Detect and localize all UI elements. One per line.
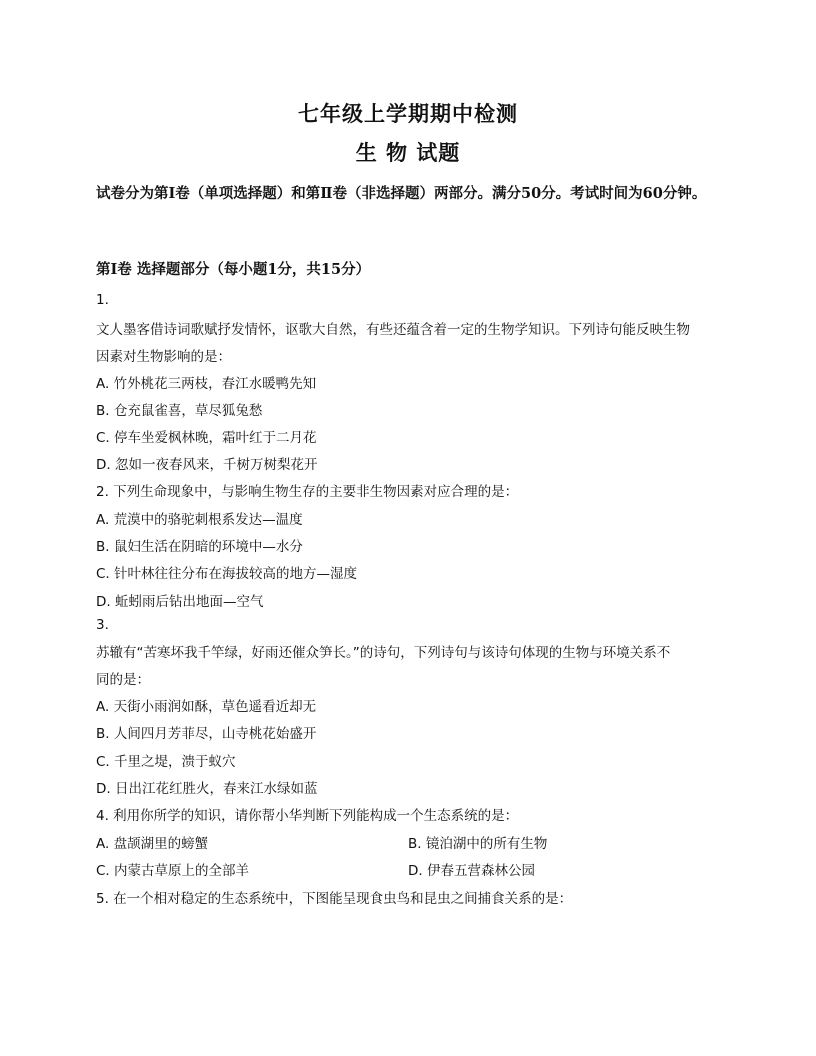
question-3-option-c: C. 千里之堤，溃于蚁穴 bbox=[96, 754, 236, 770]
question-3-option-d: D. 日出江花红胜火，春来江水绿如蓝 bbox=[96, 781, 318, 797]
question-4-option-a: A. 盘颉湖里的螃蟹 bbox=[96, 836, 209, 852]
question-1-option-d: D. 忽如一夜春风来，千树万树梨花开 bbox=[96, 457, 318, 473]
question-5-stem: 5. 在一个相对稳定的生态系统中，下图能呈现食虫鸟和昆虫之间捕食关系的是： bbox=[96, 891, 573, 907]
question-2-option-d: D. 蚯蚓雨后钻出地面—空气 bbox=[96, 594, 264, 610]
section-title: 第Ⅰ卷 选择题部分（每小题1分，共15分） bbox=[96, 261, 371, 278]
question-3-number: 3. bbox=[96, 617, 109, 633]
question-4-option-c: C. 内蒙古草原上的全部羊 bbox=[96, 863, 250, 879]
question-1-number: 1. bbox=[96, 292, 109, 308]
question-2-option-c: C. 针叶林往往分布在海拔较高的地方—湿度 bbox=[96, 566, 358, 582]
question-4-option-d: D. 伊春五营森林公园 bbox=[408, 863, 535, 879]
question-3-stem-line1: 苏辙有“苦寒坏我千竿绿，好雨还催众笋长。”的诗句，下列诗句与该诗句体现的生物与环境关系不 bbox=[96, 645, 671, 661]
question-3-option-a: A. 天街小雨润如酥，草色遥看近却无 bbox=[96, 699, 317, 715]
page-subtitle: 生 物 试题 bbox=[355, 140, 461, 165]
question-1-stem-line1: 文人墨客借诗词歌赋抒发情怀，讴歌大自然，有些还蕴含着一定的生物学知识。下列诗句能反映生物 bbox=[96, 322, 690, 338]
question-1-option-c: C. 停车坐爱枫林晚，霜叶红于二月花 bbox=[96, 430, 317, 446]
question-4-stem: 4. 利用你所学的知识，请你帮小华判断下列能构成一个生态系统的是： bbox=[96, 808, 519, 824]
question-1-stem-line2: 因素对生物影响的是： bbox=[96, 349, 231, 365]
question-1-option-b: B. 仓充鼠雀喜，草尽狐兔愁 bbox=[96, 403, 263, 419]
question-1-option-a: A. 竹外桃花三两枝，春江水暖鸭先知 bbox=[96, 376, 317, 392]
question-3-stem-line2: 同的是： bbox=[96, 672, 150, 688]
question-3-option-b: B. 人间四月芳菲尽，山寺桃花始盛开 bbox=[96, 726, 317, 742]
question-2-option-a: A. 荒漠中的骆驼刺根系发达—温度 bbox=[96, 512, 303, 528]
question-2-stem: 2. 下列生命现象中，与影响生物生存的主要非生物因素对应合理的是： bbox=[96, 484, 519, 500]
question-4-option-b: B. 镜泊湖中的所有生物 bbox=[408, 836, 548, 852]
question-2-option-b: B. 鼠妇生活在阴暗的环境中—水分 bbox=[96, 539, 303, 555]
page-title: 七年级上学期期中检测 bbox=[298, 101, 518, 126]
exam-instructions: 试卷分为第Ⅰ卷（单项选择题）和第Ⅱ卷（非选择题）两部分。满分50分。考试时间为60分钟。 bbox=[96, 185, 707, 202]
